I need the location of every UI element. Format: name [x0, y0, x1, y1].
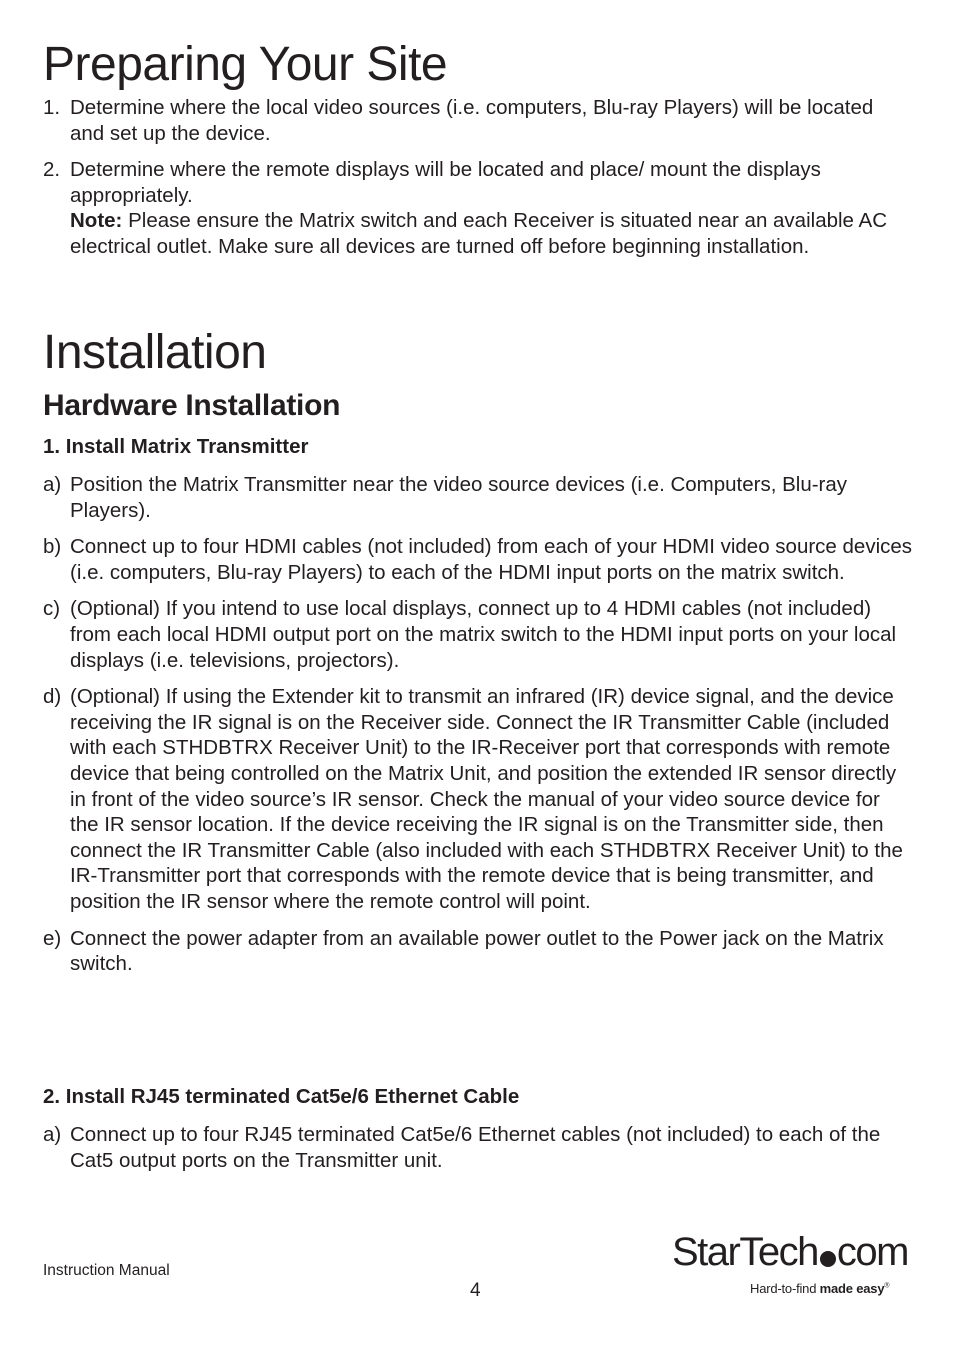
note-text: Please ensure the Matrix switch and each Receiver is situated near an available AC electrical outlet. Make sure all devices are turned off before beginning installation. [70, 209, 887, 258]
tagline-bold: made easy [819, 1281, 885, 1296]
logo-wordmark-right: com [836, 1230, 908, 1274]
registered-mark: ® [884, 1282, 890, 1290]
note-label: Note: [70, 209, 123, 233]
list-item [43, 596, 913, 673]
step2-list [43, 1122, 913, 1184]
list-item-text: Connect up to four RJ45 terminated Cat5e/6 Ethernet cables (not included) to each of the Cat5 output ports on the Transmitter unit. [70, 1123, 881, 1172]
list-marker: a) [43, 473, 62, 496]
list-item [43, 472, 913, 523]
footer-manual-label: Instruction Manual [43, 1262, 170, 1279]
list-item-text: Connect up to four HDMI cables (not included) from each of your HDMI video source devices (i.e. computers, Blu-ray Players) to each of the HDMI input ports on the matrix switch. [70, 535, 913, 584]
startech-logo [672, 1228, 912, 1303]
list-marker: c) [43, 597, 61, 621]
section-title-installation: Installation [43, 326, 267, 379]
logo-wordmark-left: StarTech [672, 1230, 818, 1274]
step-heading: 2. Install RJ45 terminated Cat5e/6 Ethernet Cable [43, 1085, 520, 1108]
list-item [43, 926, 913, 977]
step1-list [43, 472, 913, 988]
list-item-text: Position the Matrix Transmitter near the video source devices (i.e. Computers, Blu-ray Players). [70, 473, 848, 522]
list-item-text: (Optional) If using the Extender kit to transmit an infrared (IR) device signal, and the device receiving the IR signal is on the Receiver side. Connect the IR Transmitter Cable (included with each STHDBTRX Receiver Unit) to the IR-Receiver port that corresponds with remote device that being controlled on the Matrix Unit, and position the extended IR sensor directly in front of the video source’s IR sensor. Check the manual of your video source device for the IR sensor location. If the device receiving the IR signal is on the Transmitter side, then connect the IR Transmitter Cable (also included with each STHDBTRX Receiver Unit) to the IR-Transmitter port that corresponds with the remote device that is being transmitter, and position the IR sensor where the remote control will point. [70, 685, 903, 913]
list-marker: e) [43, 926, 62, 950]
list-item-text: Connect the power adapter from an available power outlet to the Power jack on the Matrix switch. [70, 926, 884, 976]
tagline-light: Hard-to-find [750, 1281, 820, 1296]
list-marker: 1. [43, 96, 61, 119]
logo-wordmark [672, 1228, 908, 1276]
subsection-title-hardware: Hardware Installation [43, 389, 341, 422]
list-item-text: (Optional) If you intend to use local displays, connect up to 4 HDMI cables (not included) from each local HDMI output port on the matrix switch to the HDMI input ports on your local displays (i.e. televisions, projectors). [70, 597, 897, 672]
step-heading: 1. Install Matrix Transmitter [43, 435, 309, 458]
logo-dot-icon [820, 1251, 836, 1267]
logo-tagline [750, 1281, 889, 1296]
list-item [43, 534, 913, 585]
list-marker: 2. [43, 158, 61, 182]
list-marker: a) [43, 1123, 62, 1146]
list-item-text: Determine where the local video sources (i.e. computers, Blu-ray Players) will be located and set up the device. [70, 96, 874, 145]
list-marker: d) [43, 685, 62, 709]
list-item [43, 1122, 913, 1173]
page-number: 4 [470, 1280, 481, 1301]
list-item-text: Determine where the remote displays will be located and place/ mount the displays appropriately. [70, 158, 821, 207]
list-item [43, 157, 913, 259]
list-item [43, 684, 913, 914]
list-marker: b) [43, 535, 62, 559]
list-item [43, 95, 913, 146]
preparing-steps-list [43, 95, 913, 271]
section-title-preparing: Preparing Your Site [43, 38, 448, 91]
